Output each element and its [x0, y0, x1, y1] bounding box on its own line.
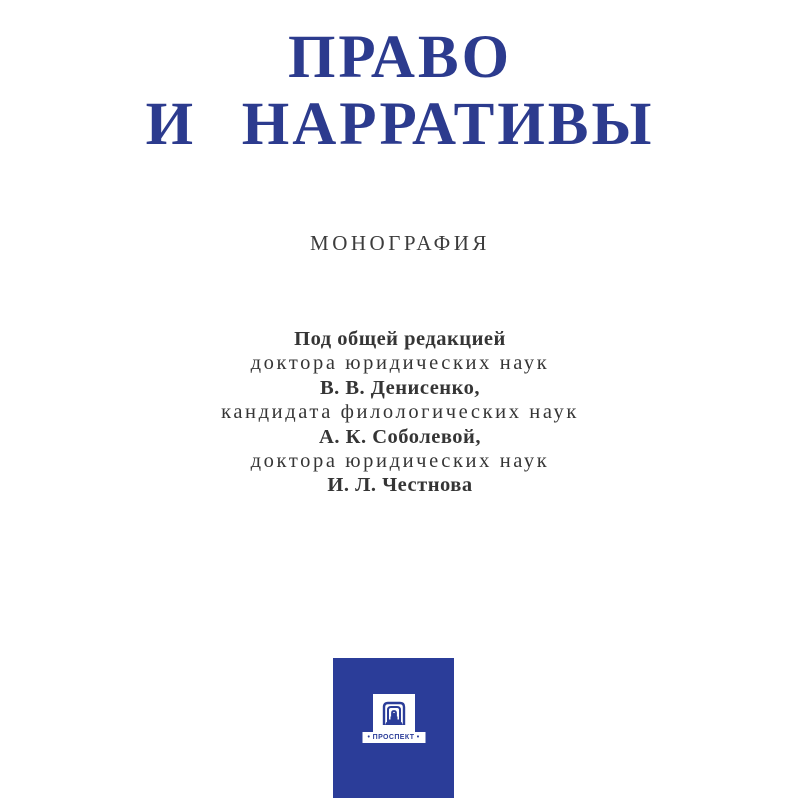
book-title-line2: И НАРРАТИВЫ [145, 91, 655, 158]
prospekt-gate-icon [373, 694, 415, 732]
publisher-logo [333, 658, 454, 798]
editor-degree-3: доктора юридических наук [250, 450, 550, 473]
editor-name-2: А. К. Соболевой, [319, 425, 481, 448]
editor-name-3: И. Л. Честнова [327, 474, 473, 497]
editor-name-1: В. В. Денисенко, [319, 376, 481, 399]
publisher-name-band [362, 732, 425, 743]
editor-degree-2: кандидата филологических наук [221, 401, 579, 424]
publisher-name: • ПРОСПЕКТ • [367, 734, 420, 741]
book-title-line1: ПРАВО [287, 24, 513, 91]
book-subtitle: МОНОГРАФИЯ [310, 231, 490, 255]
book-title [0, 24, 800, 158]
editors-heading: Под общей редакцией [294, 328, 506, 350]
editor-degree-1: доктора юридических наук [250, 352, 550, 375]
editors-block [0, 327, 800, 498]
